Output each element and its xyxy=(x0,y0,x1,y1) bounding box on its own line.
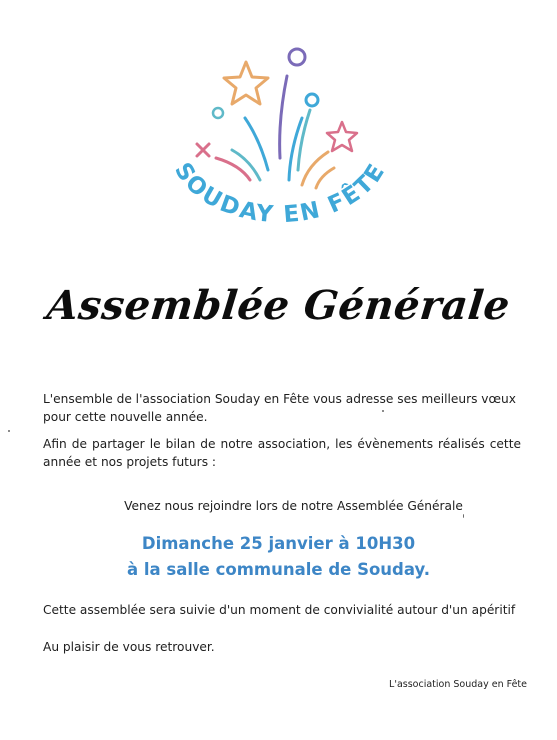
invitation-line: Venez nous rejoindre lors de notre Assemblée Générale xyxy=(124,499,463,513)
circle-icon xyxy=(306,94,318,106)
star-icon xyxy=(327,122,357,151)
logo-text: SOUDAY EN FÊTE xyxy=(169,158,391,229)
greeting-paragraph: L'ensemble de l'association Souday en Fête vous adresse ses meilleurs vœux pour cette nouvelle année. xyxy=(43,392,516,424)
scan-speck xyxy=(8,430,10,432)
circle-icon xyxy=(289,49,305,65)
star-icon xyxy=(224,62,268,104)
scan-speck xyxy=(463,514,464,518)
closing-line: Au plaisir de vous retrouver. xyxy=(43,640,215,654)
aperitif-paragraph: Cette assemblée sera suivie d'un moment de convivialité autour d'un apéritif xyxy=(43,603,516,617)
souday-en-fete-logo xyxy=(150,40,410,255)
page-title: Assemblée Générale xyxy=(44,282,513,329)
circle-icon xyxy=(213,108,223,118)
cross-icon xyxy=(197,144,209,156)
event-location: à la salle communale de Souday. xyxy=(127,560,430,579)
scan-speck xyxy=(382,410,384,412)
signature: L'association Souday en Fête xyxy=(389,679,527,690)
event-date: Dimanche 25 janvier à 10H30 xyxy=(141,534,416,553)
intro-paragraph: Afin de partager le bilan de notre association, les évènements réalisés cette année et nos projets futurs : xyxy=(43,437,521,469)
